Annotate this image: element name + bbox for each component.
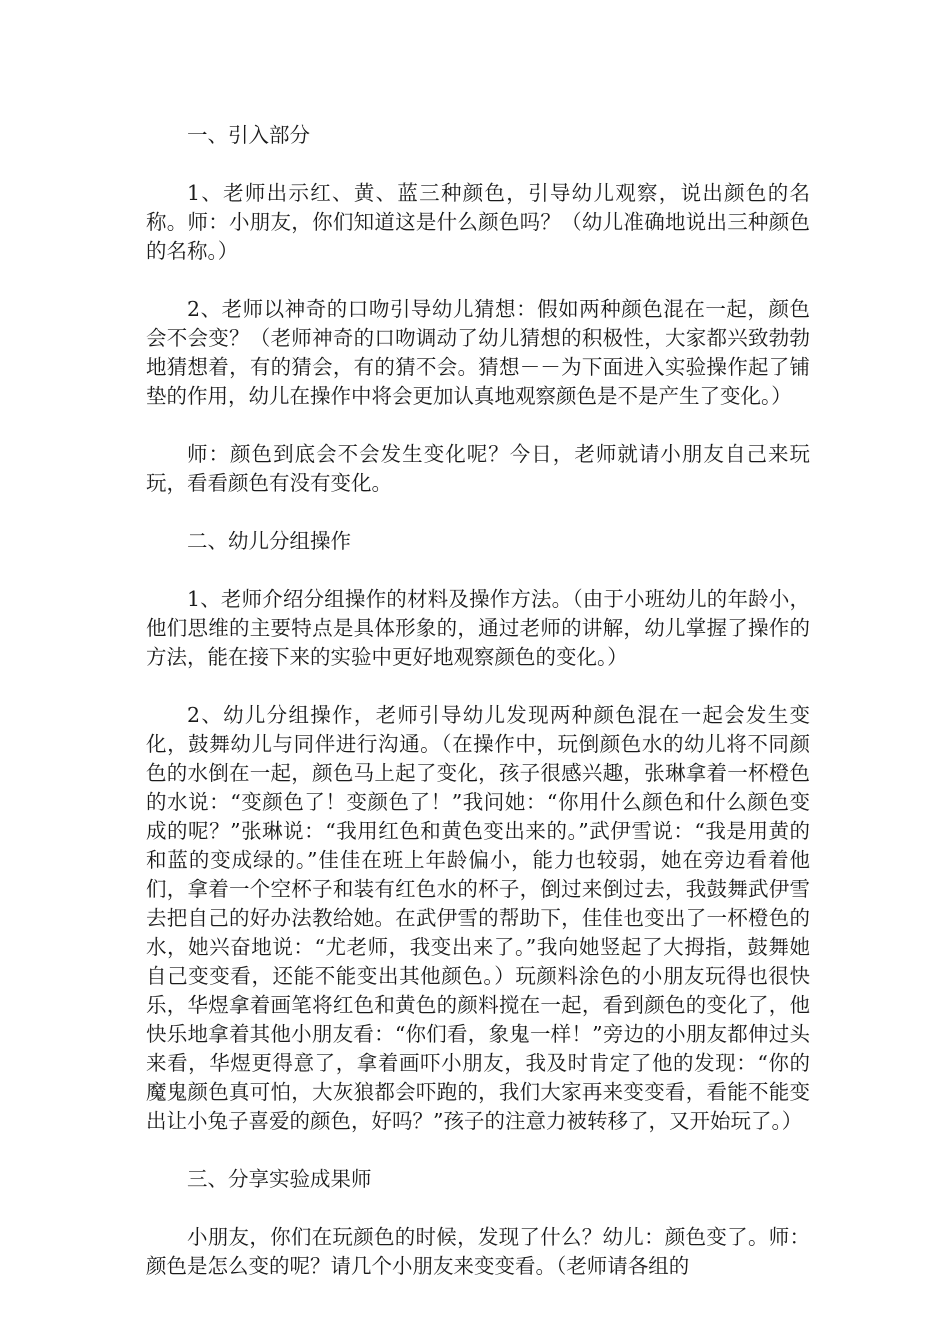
paragraph-intro-step-1: 1、老师出示红、黄、蓝三种颜色，引导幼儿观察，说出颜色的名称。师：小朋友，你们知道这是什么颜色吗？（幼儿准确地说出三种颜色的名称。） [146, 181, 810, 263]
paragraph-teacher-question: 师：颜色到底会不会发生变化呢？今日，老师就请小朋友自己来玩玩，看看颜色有没有变化。 [146, 442, 810, 495]
section-heading-group-operation: 二、幼儿分组操作 [187, 529, 351, 553]
paragraph-share-results: 小朋友，你们在玩颜色的时候，发现了什么？幼儿：颜色变了。师：颜色是怎么变的呢？请几个小朋友来变变看。（老师请各组的 [146, 1225, 810, 1278]
section-heading-introduction: 一、引入部分 [187, 123, 310, 147]
paragraph-group-step-2: 2、幼儿分组操作，老师引导幼儿发现两种颜色混在一起会发生变化，鼓舞幼儿与同伴进行沟通。（在操作中，玩倒颜色水的幼儿将不同颜色的水倒在一起，颜色马上起了变化，孩子很感兴趣，张琳拿着一杯橙色的水说：“变颜色了！变颜色了！”我问她：“你用什么颜色和什么颜色变成的呢？”张琳说：“我用红色和黄色变出来的。”武伊雪说：“我是用黄的和蓝的变成绿的。”佳佳在班上年龄偏小，能力也较弱，她在旁边看着他们，拿着一个空杯子和装有红色水的杯子，倒过来倒过去，我鼓舞武伊雪去把自己的好办法教给她。在武伊雪的帮助下，佳佳也变出了一杯橙色的水，她兴奋地说：“尤老师，我变出来了。”我向她竖起了大拇指，鼓舞她自己变变看，还能不能变出其他颜色。）玩颜料涂色的小朋友玩得也很快乐，华煜拿着画笔将红色和黄色的颜料搅在一起，看到颜色的变化了，他快乐地拿着其他小朋友看：“你们看，象鬼一样！”旁边的小朋友都伸过头来看，华煜更得意了，拿着画吓小朋友，我及时肯定了他的发现：“你的魔鬼颜色真可怕，大灰狼都会吓跑的，我们大家再来变变看，看能不能变出让小兔子喜爱的颜色，好吗？”孩子的注意力被转移了，又开始玩了。） [146, 703, 810, 1133]
paragraph-group-step-1: 1、老师介绍分组操作的材料及操作方法。（由于小班幼儿的年龄小，他们思维的主要特点是具体形象的，通过老师的讲解，幼儿掌握了操作的方法，能在接下来的实验中更好地观察颜色的变化。） [146, 587, 810, 669]
document-body [146, 121, 810, 1281]
section-heading-share-results: 三、分享实验成果师 [187, 1167, 372, 1191]
paragraph-intro-step-2: 2、老师以神奇的口吻引导幼儿猜想：假如两种颜色混在一起，颜色会不会变？（老师神奇的口吻调动了幼儿猜想的积极性，大家都兴致勃勃地猜想着，有的猜会，有的猜不会。猜想－－为下面进入实验操作起了铺垫的作用，幼儿在操作中将会更加认真地观察颜色是不是产生了变化。） [146, 297, 810, 408]
